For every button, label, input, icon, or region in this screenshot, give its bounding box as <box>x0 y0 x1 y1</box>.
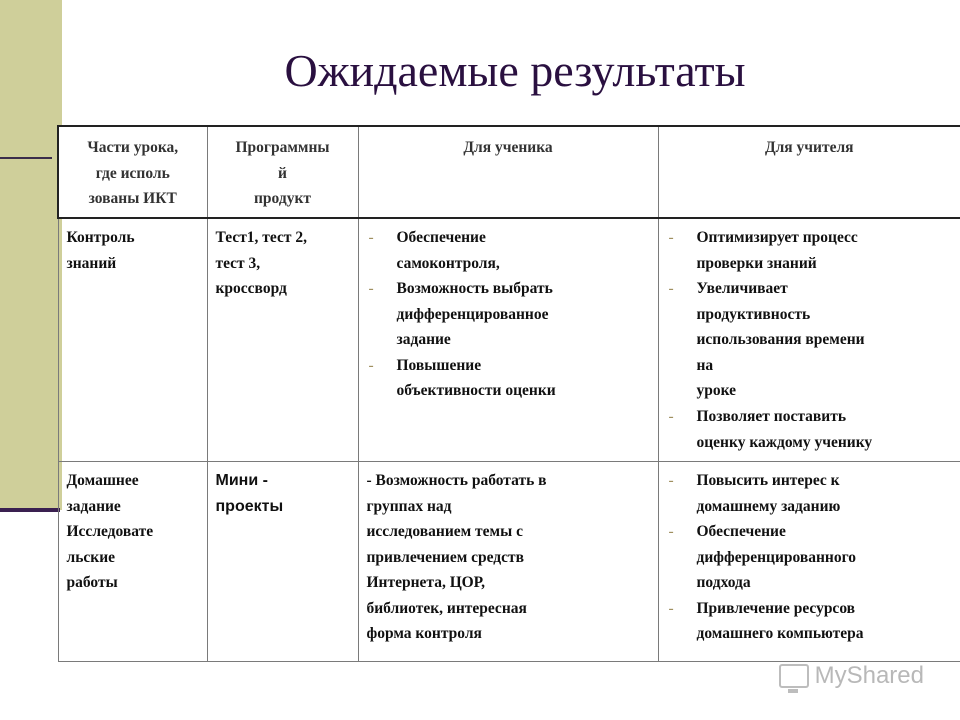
decorative-line-top <box>0 157 52 159</box>
results-table <box>57 125 960 662</box>
cell-teacher <box>658 462 960 662</box>
table-header-row <box>58 126 960 218</box>
table-row <box>58 462 960 662</box>
list-item: - Позволяет поставить оценку каждому ученику <box>667 404 953 455</box>
watermark-text: MyShared <box>814 662 924 689</box>
cell-part: Контроль знаний <box>58 218 207 462</box>
cell-teacher <box>658 218 960 462</box>
cell-part: Домашнее задание Исследовате льские работы <box>58 462 207 662</box>
cell-product: Тест1, тест 2, тест 3, кроссворд <box>207 218 358 462</box>
header-cell-teacher: Для учителя <box>658 126 960 218</box>
header-cell-parts: Части урока, где исполь зованы ИКТ <box>58 126 207 218</box>
list-item: - Увеличивает продуктивность использования времени на уроке <box>667 276 953 404</box>
teacher-list <box>667 225 953 455</box>
cell-product: Мини - проекты <box>207 462 358 662</box>
monitor-icon <box>779 664 809 688</box>
list-item: - Обеспечение самоконтроля, <box>367 225 650 276</box>
list-item: - Повышение объективности оценки <box>367 353 650 404</box>
student-list <box>367 225 650 404</box>
header-cell-product: Программны й продукт <box>207 126 358 218</box>
list-item: - Привлечение ресурсов домашнего компьютера <box>667 596 953 647</box>
list-item: - Возможность выбрать дифференцированное задание <box>367 276 650 353</box>
table-row <box>58 218 960 462</box>
list-item: - Повысить интерес к домашнему заданию <box>667 468 953 519</box>
header-cell-student: Для ученика <box>358 126 658 218</box>
watermark <box>779 662 924 690</box>
list-item: - Обеспечение дифференцированного подхода <box>667 519 953 596</box>
list-item: - Оптимизирует процесс проверки знаний <box>667 225 953 276</box>
decorative-line-bottom <box>0 508 60 512</box>
cell-student <box>358 218 658 462</box>
slide-title: Ожидаемые результаты <box>284 45 746 96</box>
teacher-list <box>667 468 953 647</box>
cell-student: - Возможность работать в группах над исследованием темы с привлечением средств Интернета, ЦОР, библиотек, интересная форма контроля <box>358 462 658 662</box>
